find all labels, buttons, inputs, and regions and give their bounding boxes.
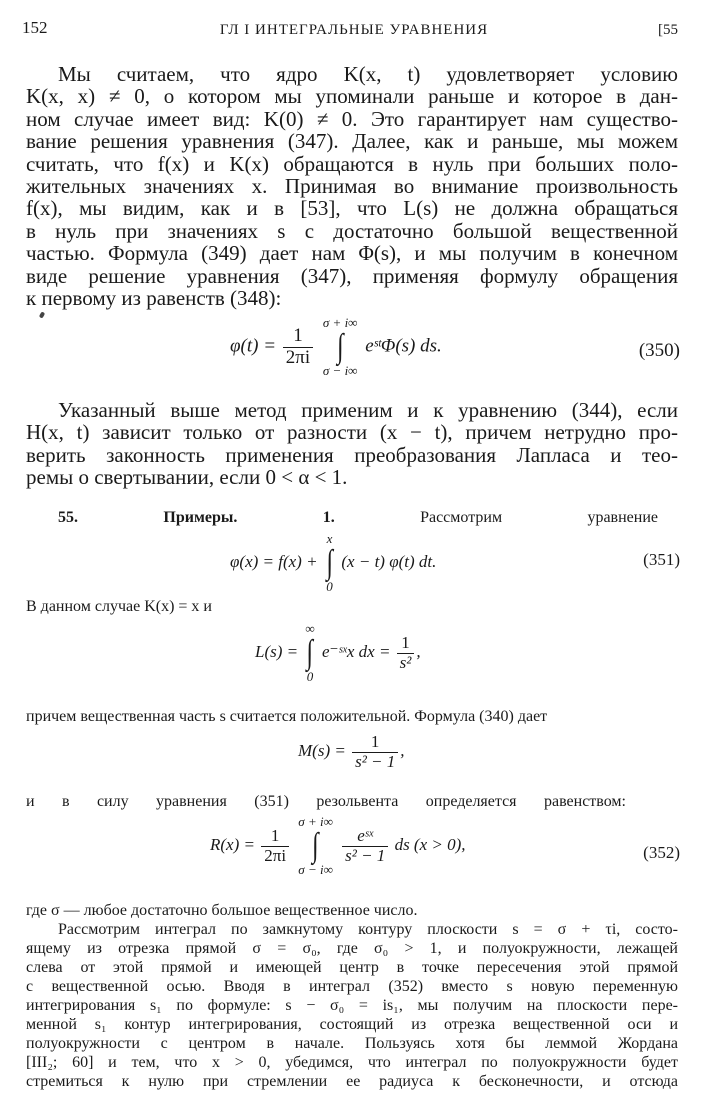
text-line: в нуль при значениях s с достаточно большой вещественной <box>26 218 678 243</box>
equation-number-352: (352) <box>643 843 680 862</box>
text-line: причем вещественная часть s считается положительной. Формула (340) дает <box>26 708 548 725</box>
text-line: Рассмотрим интеграл по замкнутому контуру плоскости s = σ + τi, состо- <box>58 921 678 938</box>
paragraph-2 <box>26 399 678 489</box>
eq352-integrand-numerator: eˢˣ <box>342 827 388 847</box>
equation-number-351: (351) <box>643 550 680 569</box>
eqL-denominator: s² <box>399 652 412 672</box>
eq352-integral-sign: σ + i∞ ∫ σ − i∞ <box>298 814 333 877</box>
resolvent-line: и в силу уравнения (351) резольвента определяется равенством: <box>26 793 626 810</box>
text-line: к первому из равенств (348): <box>26 286 282 311</box>
paragraph-1 <box>26 63 678 309</box>
text-line: стремиться к нулю при стремлении ее радиуса к бесконечности, и отсюда <box>26 1073 678 1090</box>
eq351-lhs: φ(x) = f(x) + <box>230 551 318 571</box>
text-line: слева от этой прямой и имеющей центр в точке пересечения этой прямой <box>26 959 678 976</box>
running-head: ГЛ I ИНТЕГРАЛЬНЫЕ УРАВНЕНИЯ <box>219 22 489 38</box>
eqM-fraction <box>352 733 398 771</box>
text-line: ящему из отрезка прямой σ = σ₀, где σ₀ > 1, и полуокружности, лежащей <box>26 940 678 957</box>
eqM-denominator: s² − 1 <box>355 751 396 771</box>
section-intro: Рассмотрим уравнение <box>420 509 658 526</box>
equation-352 <box>210 815 466 877</box>
text-line: жительных значениях x. Принимая во внимание произвольность <box>26 174 678 199</box>
eq350-integral-sign: σ + i∞ ∫ σ − i∞ <box>322 315 358 378</box>
eq351-integrand: (x − t) φ(t) dt. <box>341 551 437 571</box>
text-line: ном случае имеет вид: K(0) ≠ 0. Это гарантирует нам существо- <box>26 106 678 131</box>
section-title: 55. Примеры. 1. <box>58 509 335 526</box>
text-line: K(x, x) ≠ 0, о котором мы упоминали раньше и которое в дан- <box>26 84 678 109</box>
section-ref: [55 <box>658 22 678 38</box>
eq351-lower-limit: 0 <box>326 579 333 594</box>
eqL-integrand: e⁻ˢˣx dx = <box>321 641 391 661</box>
eqL-lower-limit: 0 <box>306 669 314 684</box>
eq352-lhs: R(x) = <box>210 834 255 854</box>
text-line: Мы считаем, что ядро K(x, t) удовлетворяет условию <box>58 62 678 86</box>
text-line: ремы о свертывании, если 0 < α < 1. <box>26 465 348 490</box>
eq350-integrand: eˢᵗΦ(s) ds. <box>365 335 442 357</box>
eqL-fraction <box>397 634 415 672</box>
equation-350 <box>230 316 442 378</box>
eqM-numerator: 1 <box>352 733 398 753</box>
eq352-lower-limit: σ − i∞ <box>298 862 333 877</box>
text-line: H(x, t) зависит только от разности (x − t), причем нетрудно про- <box>26 420 678 445</box>
eq351-integral-sign: x ∫ 0 <box>326 531 333 594</box>
section-heading <box>58 508 658 527</box>
text-line: Указанный выше метод применим и к уравнению (344), если <box>58 398 678 422</box>
eq350-lhs: φ(t) = <box>230 335 277 357</box>
text-line: полуокружности с центром в начале. Пользуясь хотя бы леммой Жордана <box>26 1035 678 1052</box>
text-line: с вещественной осью. Вводя в интеграл (352) вместо s новую переменную <box>26 978 678 995</box>
eq350-lower-limit: σ − i∞ <box>322 363 358 378</box>
eq351-upper-limit: x <box>326 531 333 546</box>
text-line: где σ — любое достаточно большое вещественное число. <box>26 902 418 919</box>
text-line: f(x), мы видим, как и в [53], что L(s) не должна обращаться <box>26 196 678 221</box>
text-line: верить законность применения преобразования Лапласа и тео- <box>26 442 678 467</box>
real-part-line <box>26 707 678 726</box>
text-line: считать, что f(x) и K(x) обращаются в нуль при больших поло- <box>26 151 678 176</box>
text-line: [III₂; 60] и тем, что x > 0, убедимся, что интеграл по полуокружности будет <box>26 1054 678 1071</box>
text-line: виде решение уравнения (347), применяя формулу обращения <box>26 263 678 288</box>
eq352-numerator: 1 <box>261 827 289 847</box>
eq350-denominator: 2πi <box>285 346 311 368</box>
eqL-tail: , <box>416 641 421 661</box>
eqM-lhs: M(s) = <box>298 741 346 761</box>
page-number: 152 <box>22 18 48 37</box>
eqL-lhs: L(s) = <box>255 641 299 661</box>
paragraph-3 <box>26 901 678 1091</box>
text-line: вание решения уравнения (347). Далее, как и раньше, мы можем <box>26 129 678 154</box>
eq350-upper-limit: σ + i∞ <box>322 315 358 330</box>
eq352-integrand-denominator: s² − 1 <box>345 845 386 865</box>
text-line: частью. Формула (349) дает нам Φ(s), и мы получим в конечном <box>26 241 678 266</box>
equation-laplace <box>255 622 421 684</box>
case-line: В данном случае K(x) = x и <box>26 598 212 615</box>
eq350-fraction <box>283 326 313 369</box>
eq352-denominator: 2πi <box>264 845 287 865</box>
ink-speck <box>39 311 45 318</box>
eq352-tail: ds (x > 0), <box>394 834 466 854</box>
eq352-upper-limit: σ + i∞ <box>298 814 333 829</box>
eq350-numerator: 1 <box>283 326 313 348</box>
eq352-fraction <box>261 827 289 865</box>
equation-m <box>298 733 405 771</box>
text-line: интегрирования s₁ по формуле: s − σ₀ = is₁, мы получим на плоскости пере- <box>26 997 678 1014</box>
eqL-integral-sign: ∞ ∫ 0 <box>305 621 315 684</box>
eqL-numerator: 1 <box>397 634 415 654</box>
eq352-integrand-fraction <box>342 827 388 865</box>
equation-number-350: (350) <box>638 340 680 361</box>
eqL-upper-limit: ∞ <box>305 621 315 636</box>
equation-351 <box>230 532 436 594</box>
text-line: менной s₁ контур интегрирования, состоящий из отрезка вещественной оси и <box>26 1016 678 1033</box>
eqM-tail: , <box>400 741 405 761</box>
